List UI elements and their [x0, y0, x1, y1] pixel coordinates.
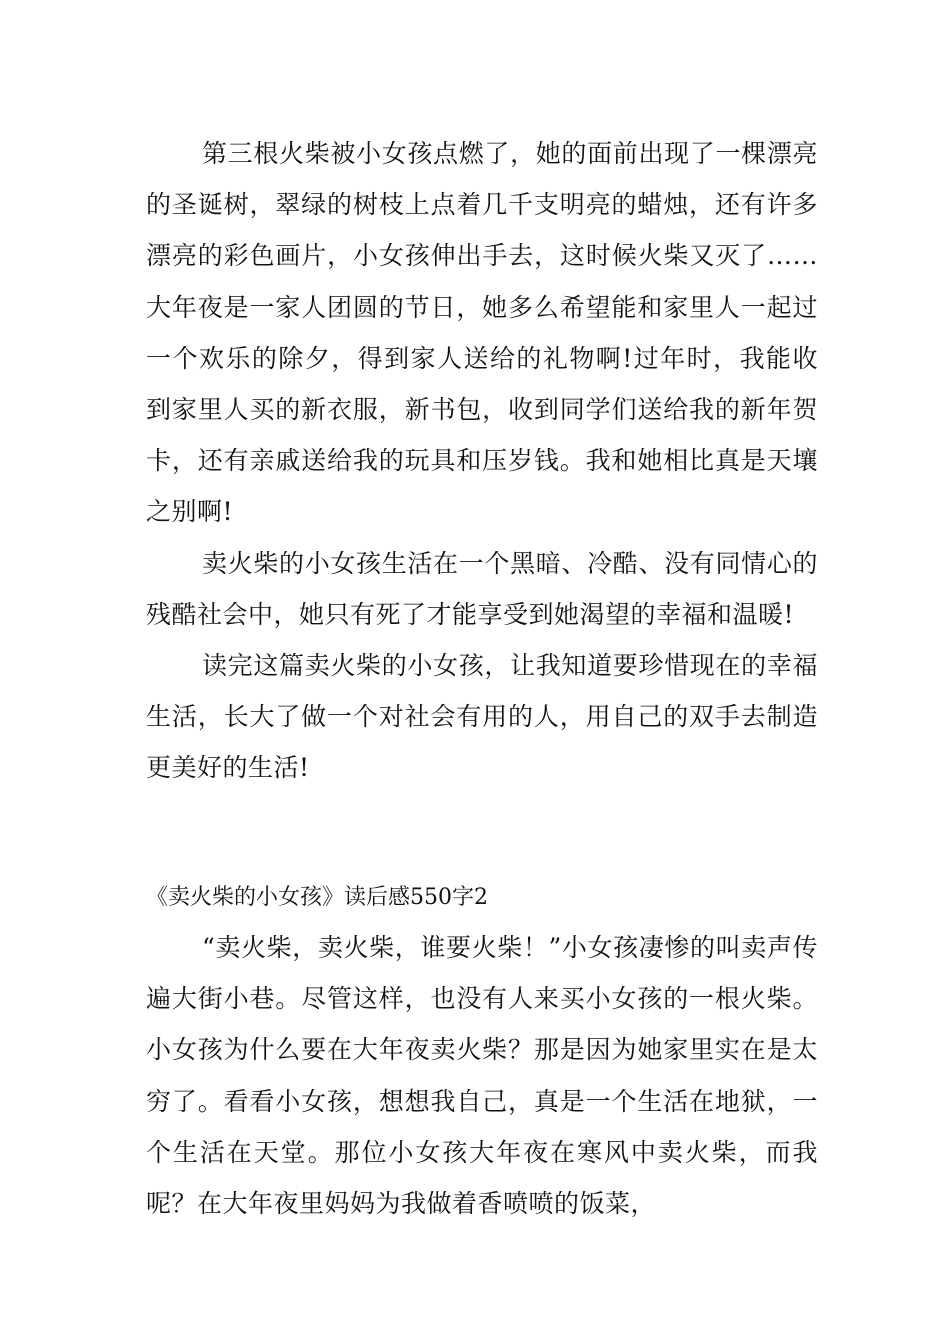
- paragraph-selling-matches: “卖火柴，卖火柴，谁要火柴！”小女孩凄惨的叫卖声传遍大街小巷。尽管这样，也没有人来买小女孩的一根火柴。小女孩为什么要在大年夜卖火柴？那是因为她家里实在是太穷了。看看小女孩，想想我自己，真是一个生活在地狱，一个生活在天堂。那位小女孩大年夜在寒风中卖火柴，而我呢？在大年夜里妈妈为我做着香喷喷的饭菜，: [146, 933, 818, 1219]
- paragraph-third-match: 第三根火柴被小女孩点燃了，她的面前出现了一棵漂亮的圣诞树，翠绿的树枝上点着几千支明亮的蜡烛，还有许多漂亮的彩色画片，小女孩伸出手去，这时候火柴又灭了……大年夜是一家人团圆的节日，她多么希望能和家里人一起过一个欢乐的除夕，得到家人送给的礼物啊!过年时，我能收到家里人买的新衣服，新书包，收到同学们送给我的新年贺卡，还有亲戚送给我的玩具和压岁钱。我和她相比真是天壤之别啊!: [146, 139, 818, 527]
- section-2-body: [146, 922, 818, 1229]
- section-1-body: [146, 128, 818, 794]
- paragraph-cherish-happiness: 读完这篇卖火柴的小女孩，让我知道要珍惜现在的幸福生活，长大了做一个对社会有用的人，用自己的双手去制造更美好的生活!: [146, 651, 818, 783]
- section-2-heading: 《卖火柴的小女孩》读后感550字2: [146, 885, 488, 910]
- paragraph-cruel-society: 卖火柴的小女孩生活在一个黑暗、冷酷、没有同情心的残酷社会中，她只有死了才能享受到她渴望的幸福和温暖!: [146, 548, 818, 629]
